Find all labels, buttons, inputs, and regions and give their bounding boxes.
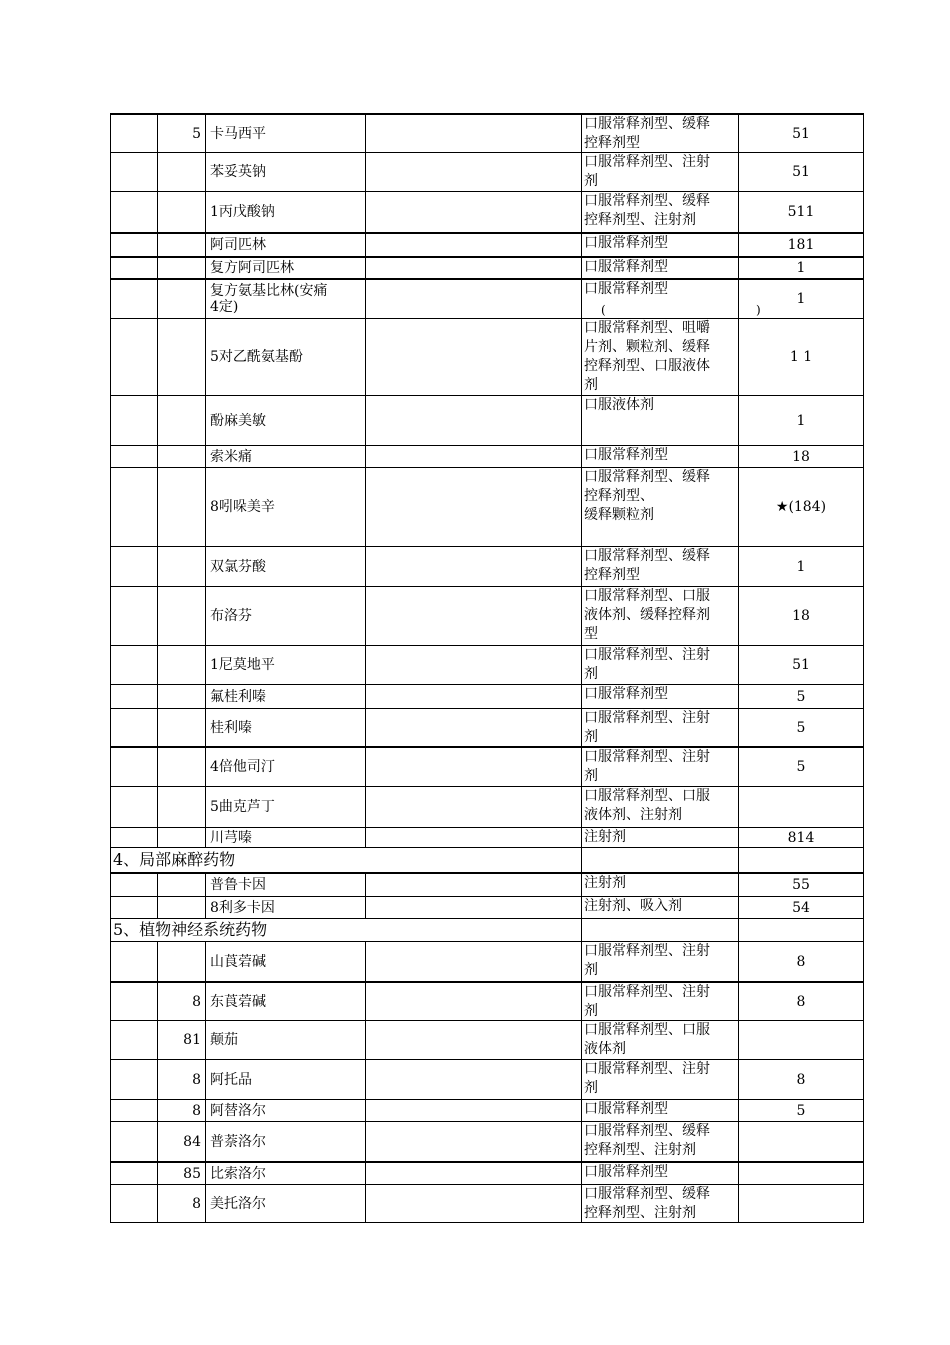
number-cell xyxy=(157,468,205,546)
dosage-form-cell: 口服常释剂型 xyxy=(581,1163,738,1184)
number-cell xyxy=(157,748,205,786)
number-cell: 85 xyxy=(157,1163,205,1184)
stray-paren-open: ( xyxy=(601,303,606,317)
drug-name-cell: 美托洛尔 xyxy=(205,1185,365,1222)
dosage-form-cell xyxy=(581,848,738,872)
category-cell xyxy=(110,280,157,318)
category-cell xyxy=(110,1122,157,1161)
remarks-cell xyxy=(365,1163,581,1184)
dosage-form-cell: 口服常释剂型、口服 液体剂、缓释控释剂 型 xyxy=(581,587,738,645)
code-cell: 55 xyxy=(738,874,864,896)
table-row xyxy=(110,1059,864,1099)
category-cell xyxy=(110,468,157,546)
drug-name-cell: 卡马西平 xyxy=(205,115,365,152)
code-cell: 51 xyxy=(738,646,864,684)
category-cell xyxy=(110,115,157,152)
remarks-cell xyxy=(365,468,581,546)
dosage-form-cell: 口服常释剂型 xyxy=(581,685,738,708)
drug-name-cell: 5曲克芦丁 xyxy=(205,787,365,827)
table-row xyxy=(110,918,864,941)
remarks-cell xyxy=(365,1122,581,1161)
table-row xyxy=(110,232,864,256)
number-cell xyxy=(157,587,205,645)
remarks-cell xyxy=(365,396,581,445)
drug-name-cell: 苯妥英钠 xyxy=(205,153,365,191)
dosage-form-cell: 口服常释剂型、注射 剂 xyxy=(581,1060,738,1099)
table-row xyxy=(110,152,864,191)
table-row xyxy=(110,318,864,395)
code-cell: 814 xyxy=(738,828,864,847)
remarks-cell xyxy=(365,547,581,586)
number-cell xyxy=(157,709,205,746)
category-cell xyxy=(110,709,157,746)
remarks-cell xyxy=(365,1060,581,1099)
table-row xyxy=(110,278,864,318)
dosage-form-cell: 注射剂、吸入剂 xyxy=(581,897,738,918)
remarks-cell xyxy=(365,587,581,645)
dosage-form-cell: 口服常释剂型、注射 剂 xyxy=(581,153,738,191)
remarks-cell xyxy=(365,1021,581,1059)
drug-name-cell: 桂利嗪 xyxy=(205,709,365,746)
category-cell xyxy=(110,787,157,827)
drug-name-cell: 氟桂利嗪 xyxy=(205,685,365,708)
number-cell xyxy=(157,897,205,918)
table-row xyxy=(110,684,864,708)
number-cell xyxy=(157,234,205,256)
table-row xyxy=(110,786,864,827)
category-cell xyxy=(110,942,157,981)
number-cell xyxy=(157,446,205,467)
table-row xyxy=(110,546,864,586)
table-row xyxy=(110,586,864,645)
dosage-form-cell: 口服常释剂型 xyxy=(581,258,738,278)
number-cell: 5 xyxy=(157,115,205,152)
code-cell: 1 xyxy=(738,258,864,278)
category-cell xyxy=(110,446,157,467)
number-cell: 81 xyxy=(157,1021,205,1059)
drug-name-cell: 酚麻美敏 xyxy=(205,396,365,445)
code-cell xyxy=(738,848,864,872)
dosage-form-cell: 口服常释剂型 xyxy=(581,446,738,467)
code-cell: 1 xyxy=(738,547,864,586)
remarks-cell xyxy=(365,828,581,847)
number-cell xyxy=(157,874,205,896)
dosage-form-cell: 口服常释剂型、注射 剂 xyxy=(581,709,738,746)
drug-name-cell: 阿托品 xyxy=(205,1060,365,1099)
remarks-cell xyxy=(365,942,581,981)
table-row xyxy=(110,445,864,467)
drug-name-cell: 东莨菪碱 xyxy=(205,983,365,1020)
drug-name-cell: 复方阿司匹林 xyxy=(205,258,365,278)
remarks-cell xyxy=(365,748,581,786)
category-cell xyxy=(110,874,157,896)
category-cell xyxy=(110,153,157,191)
code-cell: 8 xyxy=(738,1060,864,1099)
table-row xyxy=(110,1184,864,1222)
drug-name-cell: 索米痛 xyxy=(205,446,365,467)
number-cell xyxy=(157,396,205,445)
category-cell xyxy=(110,1185,157,1222)
table-row xyxy=(110,1161,864,1184)
drug-name-cell: 颠茄 xyxy=(205,1021,365,1059)
code-cell: 1 xyxy=(738,280,864,318)
drug-name-cell: 布洛芬 xyxy=(205,587,365,645)
drug-name-cell: 1丙戊酸钠 xyxy=(205,192,365,232)
code-cell xyxy=(738,919,864,941)
remarks-cell xyxy=(365,897,581,918)
stray-paren-close: ) xyxy=(756,303,761,317)
dosage-form-cell: 口服常释剂型、缓释 控释剂型、注射剂 xyxy=(581,192,738,232)
table-row xyxy=(110,645,864,684)
category-cell xyxy=(110,983,157,1020)
drug-name-cell: 双氯芬酸 xyxy=(205,547,365,586)
drug-name-cell: 山莨菪碱 xyxy=(205,942,365,981)
table-row xyxy=(110,896,864,918)
code-cell: 1 1 xyxy=(738,319,864,395)
code-cell: 8 xyxy=(738,983,864,1020)
drug-name-cell: 普萘洛尔 xyxy=(205,1122,365,1161)
category-cell xyxy=(110,396,157,445)
category-cell xyxy=(110,319,157,395)
remarks-cell xyxy=(365,874,581,896)
remarks-cell xyxy=(365,709,581,746)
dosage-form-cell xyxy=(581,919,738,941)
number-cell xyxy=(157,787,205,827)
dosage-form-cell: 口服常释剂型 xyxy=(581,234,738,256)
dosage-form-cell: 口服常释剂型、缓释 控释剂型、注射剂 xyxy=(581,1122,738,1161)
remarks-cell xyxy=(365,787,581,827)
code-cell: 181 xyxy=(738,234,864,256)
table-row xyxy=(110,941,864,981)
section-heading: 4、局部麻醉药物 xyxy=(110,848,581,872)
section-heading: 5、植物神经系统药物 xyxy=(110,919,581,941)
remarks-cell xyxy=(365,280,581,318)
remarks-cell xyxy=(365,258,581,278)
table-row xyxy=(110,746,864,786)
drug-name-cell: 比索洛尔 xyxy=(205,1163,365,1184)
number-cell xyxy=(157,646,205,684)
remarks-cell xyxy=(365,1185,581,1222)
category-cell xyxy=(110,748,157,786)
code-cell: 18 xyxy=(738,587,864,645)
category-cell xyxy=(110,547,157,586)
category-cell xyxy=(110,234,157,256)
code-cell xyxy=(738,787,864,827)
code-cell: 18 xyxy=(738,446,864,467)
dosage-form-cell: 口服常释剂型、口服 液体剂、注射剂 xyxy=(581,787,738,827)
code-cell: 51 xyxy=(738,115,864,152)
table-row xyxy=(110,847,864,872)
remarks-cell xyxy=(365,115,581,152)
dosage-form-cell: 注射剂 xyxy=(581,828,738,847)
dosage-form-cell: 口服常释剂型、咀嚼 片剂、颗粒剂、缓释 控释剂型、口服液体 剂 xyxy=(581,319,738,395)
number-cell xyxy=(157,280,205,318)
table-row xyxy=(110,872,864,896)
remarks-cell xyxy=(365,446,581,467)
number-cell xyxy=(157,319,205,395)
number-cell: 8 xyxy=(157,1060,205,1099)
category-cell xyxy=(110,587,157,645)
code-cell: 51 xyxy=(738,153,864,191)
dosage-form-cell: 口服常释剂型、缓释 控释剂型 xyxy=(581,547,738,586)
drug-name-cell: 1尼莫地平 xyxy=(205,646,365,684)
dosage-form-cell: 口服常释剂型、缓释 控释剂型 xyxy=(581,115,738,152)
code-cell: 5 xyxy=(738,685,864,708)
number-cell xyxy=(157,153,205,191)
table-row xyxy=(110,395,864,445)
drug-name-cell: 普鲁卡因 xyxy=(205,874,365,896)
drug-name-cell: 5对乙酰氨基酚 xyxy=(205,319,365,395)
remarks-cell xyxy=(365,319,581,395)
table-row xyxy=(110,191,864,232)
table-row xyxy=(110,708,864,746)
number-cell xyxy=(157,258,205,278)
dosage-form-cell: 口服常释剂型、缓释 控释剂型、 缓释颗粒剂 xyxy=(581,468,738,546)
drug-name-cell: 阿司匹林 xyxy=(205,234,365,256)
number-cell: 84 xyxy=(157,1122,205,1161)
drug-name-cell: 川芎嗪 xyxy=(205,828,365,847)
code-cell xyxy=(738,1163,864,1184)
code-cell: 5 xyxy=(738,1100,864,1121)
code-cell xyxy=(738,1021,864,1059)
code-cell: ★(184) xyxy=(738,468,864,546)
code-cell: 1 xyxy=(738,396,864,445)
code-cell: 5 xyxy=(738,748,864,786)
table-row xyxy=(110,1020,864,1059)
code-cell: 54 xyxy=(738,897,864,918)
remarks-cell xyxy=(365,234,581,256)
drug-name-cell: 8利多卡因 xyxy=(205,897,365,918)
table-row xyxy=(110,981,864,1020)
code-cell: 511 xyxy=(738,192,864,232)
dosage-form-cell: 口服常释剂型、注射 剂 xyxy=(581,983,738,1020)
code-cell: 5 xyxy=(738,709,864,746)
drug-name-cell: 阿替洛尔 xyxy=(205,1100,365,1121)
drug-name-cell: 复方氨基比林(安痛 4定) xyxy=(205,280,365,318)
dosage-form-cell: 口服常释剂型、口服 液体剂 xyxy=(581,1021,738,1059)
table-bottom-border xyxy=(110,1222,864,1223)
dosage-form-cell: 口服液体剂 xyxy=(581,396,738,445)
table-row xyxy=(110,113,864,152)
category-cell xyxy=(110,1060,157,1099)
remarks-cell xyxy=(365,192,581,232)
dosage-form-cell: 口服常释剂型、注射 剂 xyxy=(581,646,738,684)
remarks-cell xyxy=(365,983,581,1020)
number-cell: 8 xyxy=(157,1100,205,1121)
dosage-form-cell: 口服常释剂型 xyxy=(581,1100,738,1121)
number-cell xyxy=(157,828,205,847)
number-cell xyxy=(157,192,205,232)
category-cell xyxy=(110,685,157,708)
dosage-form-cell: 口服常释剂型、缓释 控释剂型、注射剂 xyxy=(581,1185,738,1222)
table-row xyxy=(110,1099,864,1121)
remarks-cell xyxy=(365,646,581,684)
dosage-form-cell: 注射剂 xyxy=(581,874,738,896)
number-cell: 8 xyxy=(157,1185,205,1222)
remarks-cell xyxy=(365,153,581,191)
remarks-cell xyxy=(365,685,581,708)
category-cell xyxy=(110,828,157,847)
dosage-form-cell: 口服常释剂型 xyxy=(581,280,738,318)
number-cell xyxy=(157,942,205,981)
table-row xyxy=(110,467,864,546)
table-row xyxy=(110,256,864,278)
drug-name-cell: 8吲哚美辛 xyxy=(205,468,365,546)
code-cell xyxy=(738,1122,864,1161)
code-cell xyxy=(738,1185,864,1222)
table-row xyxy=(110,827,864,847)
category-cell xyxy=(110,1100,157,1121)
drug-name-cell: 4倍他司汀 xyxy=(205,748,365,786)
number-cell: 8 xyxy=(157,983,205,1020)
category-cell xyxy=(110,646,157,684)
table-row xyxy=(110,1121,864,1161)
category-cell xyxy=(110,1021,157,1059)
remarks-cell xyxy=(365,1100,581,1121)
dosage-form-cell: 口服常释剂型、注射 剂 xyxy=(581,942,738,981)
category-cell xyxy=(110,258,157,278)
code-cell: 8 xyxy=(738,942,864,981)
number-cell xyxy=(157,685,205,708)
number-cell xyxy=(157,547,205,586)
category-cell xyxy=(110,897,157,918)
category-cell xyxy=(110,192,157,232)
dosage-form-cell: 口服常释剂型、注射 剂 xyxy=(581,748,738,786)
category-cell xyxy=(110,1163,157,1184)
